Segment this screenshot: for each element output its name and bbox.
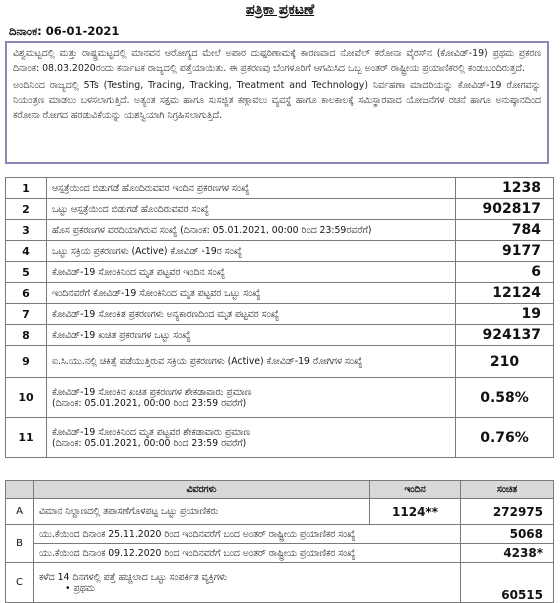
travel-row-b2 bbox=[6, 544, 554, 563]
stats-row-description bbox=[47, 241, 456, 262]
stats-row-value: 210 bbox=[456, 346, 554, 378]
stats-row-value: 0.76% bbox=[456, 418, 554, 458]
stats-row bbox=[6, 178, 554, 199]
stats-row-number: 3 bbox=[6, 220, 47, 241]
travel-row-c-text: ಕಳೆದ 14 ದಿನಗಳಲ್ಲಿ ಪತ್ತೆ ಹಚ್ಚಲಾದ ಒಟ್ಟು ಸಂಪರ್ಕಿತ ವ್ಯಕ್ತಿಗಳು bbox=[39, 571, 227, 583]
stats-row-number: 10 bbox=[6, 378, 47, 418]
stats-row bbox=[6, 304, 554, 325]
stats-row-value: 924137 bbox=[456, 325, 554, 346]
stats-row-text: ಕೋವಿಡ್-19 ಸೋಂಕಿತ ಪ್ರಕರಣಗಳು ಅನ್ಯಕಾರಣದಿಂದ ಮೃತ ಪಟ್ಟವರ ಸಂಖ್ಯೆ bbox=[52, 308, 280, 320]
stats-row-description bbox=[47, 304, 456, 325]
stats-row-number: 1 bbox=[6, 178, 47, 199]
stats-row-number: 6 bbox=[6, 283, 47, 304]
stats-row-text: ಆಸ್ಪತ್ರೆಯಿಂದ ಬಿಡುಗಡೆ ಹೊಂದಿರುವವರ ಇಂದಿನ ಪ್ರಕರಣಗಳ ಸಂಖ್ಯೆ bbox=[52, 182, 250, 194]
stats-row-number: 9 bbox=[6, 346, 47, 378]
stats-row-value: 19 bbox=[456, 304, 554, 325]
stats-row-value: 6 bbox=[456, 262, 554, 283]
stats-row-value: 1238 bbox=[456, 178, 554, 199]
stats-row-text: ಐ.ಸಿ.ಯು.ನಲ್ಲಿ ಚಿಕಿತ್ಸೆ ಪಡೆಯುತ್ತಿರುವ ಸಕ್ರಿಯ ಪ್ರಕರಣಗಳು (Active) ಕೋವಿಡ್-19 ರೋಗಿಗಳ ಸಂಖ್ಯೆ bbox=[52, 356, 363, 367]
travel-header-total: ಸಂಚಿತ bbox=[461, 481, 554, 499]
stats-row-description bbox=[47, 220, 456, 241]
stats-row-description bbox=[47, 199, 456, 220]
stats-row bbox=[6, 283, 554, 304]
travel-row-b1-text: ಯು.ಕೆಯಿಂದ ದಿನಾಂಕ 25.11.2020 ರಿಂದ ಇಂದಿನವರೆಗೆ ಬಂದ ಅಂತರ್ ರಾಷ್ಟ್ರೀಯ ಪ್ರಯಾಣಿಕರ ಸಂಖ್ಯೆ bbox=[34, 525, 461, 544]
travel-row-b-no: B bbox=[6, 525, 34, 563]
stats-row-value: 9177 bbox=[456, 241, 554, 262]
stats-row bbox=[6, 346, 554, 378]
travel-row-a-today: 1124** bbox=[370, 499, 461, 525]
stats-row-number: 5 bbox=[6, 262, 47, 283]
intro-paragraph-1: ವಿಶ್ವಮಟ್ಟದಲ್ಲಿ ಮತ್ತು ರಾಷ್ಟ್ರಮಟ್ಟದಲ್ಲಿ ಮಾನವನ ಆರೋಗ್ಯದ ಮೇಲೆ ಅಪಾರ ದುಷ್ಪರಿಣಾಮಕ್ಕೆ ಕಾರಣವಾದ ನೋವೆಲ್ ಕರೋನಾ ವೈರಸ್‌ನ (ಕೋವಿಡ್-19) ಪ್ರಥಮ ಪ್ರಕರಣ ದಿನಾಂಕ: 08.03.2020ರಂದು ಕರ್ನಾಟಕ ರಾಜ್ಯದಲ್ಲಿ ಪತ್ತೆಯಾಯಿತು. ಈ ಪ್ರಕರಣವು ಬೆಂಗಳೂರಿಗೆ ಆಗಮಿಸಿದ ಒಬ್ಬ ಅಂತರ್ ರಾಷ್ಟ್ರೀಯ ಪ್ರಯಾಣಿಕರಲ್ಲಿ ಕಂಡುಬಂದಿರುತ್ತದೆ. bbox=[13, 48, 541, 74]
travel-row-a-no: A bbox=[6, 499, 34, 525]
travel-table bbox=[5, 480, 554, 603]
stats-row-text: ಕೋವಿಡ್-19 ಸೋಂಕಿನಿಂದ ಮೃತ ಪಟ್ಟವರ ಇಂದಿನ ಸಂಖ್ಯೆ bbox=[52, 266, 225, 278]
travel-row-c-cell bbox=[34, 563, 461, 603]
stats-row-subtext: (ದಿನಾಂಕ: 05.01.2021, 00:00 ರಿಂದ 23:59 ರವರೆಗೆ) bbox=[52, 437, 247, 449]
stats-row-number: 2 bbox=[6, 199, 47, 220]
stats-row-value: 0.58% bbox=[456, 378, 554, 418]
travel-row-c-bullet: • ಪ್ರಥಮ bbox=[65, 582, 95, 594]
stats-row-text: ಇಂದಿನವರೆಗೆ ಕೋವಿಡ್-19 ಸೋಂಕಿನಿಂದ ಮೃತ ಪಟ್ಟವರ ಒಟ್ಟು ಸಂಖ್ಯೆ bbox=[52, 287, 261, 299]
travel-header-row bbox=[6, 481, 554, 499]
travel-row-b2-text: ಯು.ಕೆಯಿಂದ ದಿನಾಂಕ 09.12.2020 ರಿಂದ ಇಂದಿನವರೆಗೆ ಬಂದ ಅಂತರ್ ರಾಷ್ಟ್ರೀಯ ಪ್ರಯಾಣಿಕರ ಸಂಖ್ಯೆ bbox=[34, 544, 461, 563]
stats-row-number: 11 bbox=[6, 418, 47, 458]
travel-header-details: ವಿವರಗಳು bbox=[34, 481, 370, 499]
stats-row bbox=[6, 262, 554, 283]
travel-header-today: ಇಂದಿನ bbox=[370, 481, 461, 499]
covid-stats-table bbox=[5, 177, 554, 458]
stats-row bbox=[6, 325, 554, 346]
travel-row-b1-total: 5068 bbox=[461, 525, 554, 544]
travel-row-a bbox=[6, 499, 554, 525]
stats-row-number: 7 bbox=[6, 304, 47, 325]
stats-row bbox=[6, 199, 554, 220]
travel-row-b2-total: 4238* bbox=[461, 544, 554, 563]
intro-box bbox=[5, 41, 549, 164]
stats-row-text: ಕೋವಿಡ್-19 ಸೋಂಕಿನಿಂದ ಮೃತ ಪಟ್ಟವರ ಶೇಕಡಾವಾರು ಪ್ರಮಾಣ bbox=[52, 426, 250, 438]
stats-row-text: ಒಟ್ಟು ಆಸ್ಪತ್ರೆಯಿಂದ ಬಿಡುಗಡೆ ಹೊಂದಿರುವವರ ಸಂಖ್ಯೆ bbox=[52, 203, 209, 215]
travel-row-c-no: C bbox=[6, 563, 34, 603]
travel-header-blank bbox=[6, 481, 34, 499]
stats-row-text: ಒಟ್ಟು ಸಕ್ರಿಯ ಪ್ರಕರಣಗಳು (Active) ಕೋವಿಡ್ -19ರ ಸಂಖ್ಯೆ bbox=[52, 245, 243, 257]
stats-row-description bbox=[47, 283, 456, 304]
stats-row-subtext: (ದಿನಾಂಕ: 05.01.2021, 00:00 ರಿಂದ 23:59 ರವರೆಗೆ) bbox=[52, 397, 247, 409]
stats-row-description bbox=[47, 346, 456, 378]
stats-row-text: ಕೋವಿಡ್-19 ಖಚಿತ ಪ್ರಕರಣಗಳ ಒಟ್ಟು ಸಂಖ್ಯೆ bbox=[52, 329, 191, 341]
stats-row-description bbox=[47, 178, 456, 199]
stats-row-description bbox=[47, 262, 456, 283]
stats-row-description bbox=[47, 418, 456, 458]
stats-row-value: 784 bbox=[456, 220, 554, 241]
stats-row-number: 4 bbox=[6, 241, 47, 262]
stats-row-text: ಕೋವಿಡ್-19 ಸೋಂಕಿನ ಖಚಿತ ಪ್ರಕರಣಗಳ ಶೇಕಡಾವಾರು ಪ್ರಮಾಣ bbox=[52, 386, 252, 398]
travel-row-b1 bbox=[6, 525, 554, 544]
release-date bbox=[9, 24, 119, 39]
stats-table-body bbox=[6, 178, 554, 458]
travel-row-a-text: ವಿಮಾನ ನಿಲ್ದಾಣದಲ್ಲಿ ತಪಾಸಣೆಗೊಳಪಟ್ಟ ಒಟ್ಟು ಪ್ರಯಾಣಿಕರು bbox=[34, 499, 370, 525]
stats-row bbox=[6, 378, 554, 418]
stats-row-value: 902817 bbox=[456, 199, 554, 220]
stats-row bbox=[6, 220, 554, 241]
stats-row-text: ಹೊಸ ಪ್ರಕರಣಗಳ ವರದಿಯಾಗಿರುವ ಸಂಖ್ಯೆ (ದಿನಾಂಕ: 05.01.2021, 00:00 ರಿಂದ 23:59ರವರೆಗೆ) bbox=[52, 224, 372, 236]
page-title: ಪತ್ರಿಕಾ ಪ್ರಕಟಣೆ bbox=[245, 2, 315, 18]
stats-row-value: 12124 bbox=[456, 283, 554, 304]
travel-row-c bbox=[6, 563, 554, 603]
stats-row bbox=[6, 418, 554, 458]
intro-paragraph-2: ಅಂದಿನಿಂದ ರಾಜ್ಯದಲ್ಲಿ 5Ts (Testing, Tracing, Tracking, Treatment and Technology) ನಿರ್ವಹಣಾ ಮಾದರಿಯನ್ನು ಕೋವಿಡ್-19 ರೋಗವನ್ನು ನಿಯಂತ್ರಣ ಮಾಡಲು ಬಳಸಲಾಗುತ್ತಿದೆ. ಅತ್ಯಂತ ಸಕ್ಷಮ ಹಾಗೂ ಸುಸಜ್ಜಿತ ಕಣ್ಗಾವಲು ವ್ಯವಸ್ಥೆ ಹಾಗೂ ಕಾಲಕಾಲಕ್ಕೆ ಸಮಿಸ್ಥಾರವಾದ ಯೋಜನೆಗಳ ರಚನೆ ಹಾಗೂ ಅನುಷ್ಠಾನದಿಂದ ಕರೋನಾ ರೋಗದ ಹರಡುವಿಕೆಯನ್ನು ಯಶಸ್ವಿಯಾಗಿ ನಿಗ್ರಹಿಸಲಾಗುತ್ತಿದೆ. bbox=[13, 80, 541, 121]
stats-row-number: 8 bbox=[6, 325, 47, 346]
stats-row bbox=[6, 241, 554, 262]
travel-row-a-total: 272975 bbox=[461, 499, 554, 525]
stats-row-description bbox=[47, 325, 456, 346]
date-value: 06-01-2021 bbox=[45, 24, 120, 38]
stats-row-description bbox=[47, 378, 456, 418]
travel-row-c-total: 60515 bbox=[461, 563, 554, 603]
date-label: ದಿನಾಂಕ: bbox=[9, 24, 42, 38]
